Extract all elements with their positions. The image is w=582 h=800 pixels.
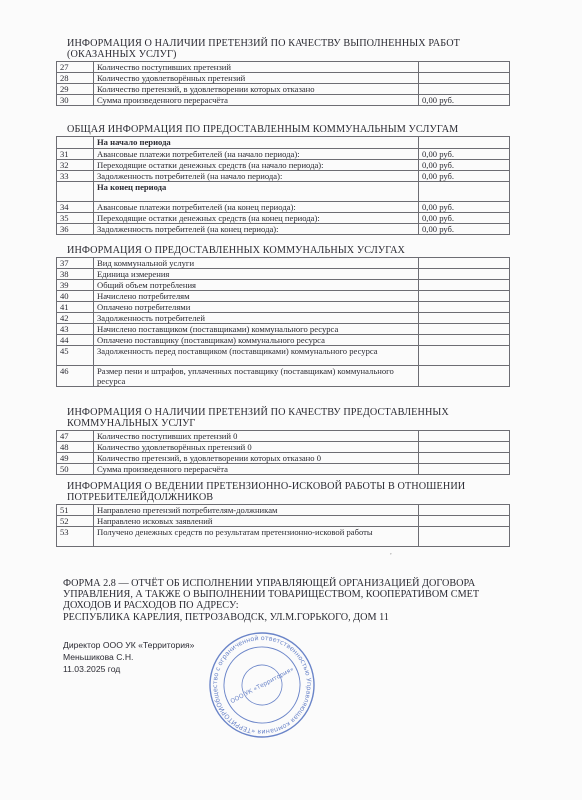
row-value: 0,00 руб. xyxy=(419,160,510,171)
row-label: Количество претензий, в удовлетворении которых отказано xyxy=(94,84,419,95)
row-label: Задолженность потребителей xyxy=(94,313,419,324)
row-value xyxy=(419,280,510,291)
table-row xyxy=(57,62,510,73)
row-value xyxy=(419,269,510,280)
table-row xyxy=(57,464,510,475)
row-value xyxy=(419,313,510,324)
form-title-line-1: ФОРМА 2.8 — ОТЧЁТ ОБ ИСПОЛНЕНИИ УПРАВЛЯЮЩЕЙ ОРГАНИЗАЦИЕЙ ДОГОВОРА xyxy=(63,578,476,589)
signer-position: Директор ООО УК «Территория» xyxy=(63,640,195,650)
row-value xyxy=(419,324,510,335)
stamp-outer-text: Общество с ограниченной ответственностью Управляющая компания «ТЕРРИТОРИЯ» xyxy=(210,633,314,737)
row-label: Переходящие остатки денежных средств (на конец периода): xyxy=(94,213,419,224)
row-label: Количество удовлетворённых претензий 0 xyxy=(94,442,419,453)
row-number: 50 xyxy=(57,464,94,475)
row-label: Оплачено потребителями xyxy=(94,302,419,313)
form-title xyxy=(63,578,533,623)
row-number: 40 xyxy=(57,291,94,302)
row-number: 45 xyxy=(57,346,94,366)
form-title-line-4: РЕСПУБЛИКА КАРЕЛИЯ, ПЕТРОЗАВОДСК, УЛ.М.ГОРЬКОГО, ДОМ 11 xyxy=(63,611,389,623)
row-number: 53 xyxy=(57,527,94,547)
table-row xyxy=(57,453,510,464)
row-number: 34 xyxy=(57,202,94,213)
stamp-inner-text: ООО УК «Территория» xyxy=(229,665,296,706)
table-row xyxy=(57,313,510,324)
table-row xyxy=(57,516,510,527)
table-row xyxy=(57,84,510,95)
row-label: Получено денежных средств по результатам претензионно-исковой работы xyxy=(94,527,419,547)
table-row xyxy=(57,149,510,160)
section-1-title-cont: (ОКАЗАННЫХ УСЛУГ) xyxy=(67,49,177,60)
row-label: Сумма произведенного перерасчёта xyxy=(94,464,419,475)
row-number: 42 xyxy=(57,313,94,324)
row-number: 44 xyxy=(57,335,94,346)
row-label: Вид коммунальной услуги xyxy=(94,258,419,269)
row-number: 31 xyxy=(57,149,94,160)
row-label: Оплачено поставщику (поставщикам) коммунального ресурса xyxy=(94,335,419,346)
table-row xyxy=(57,527,510,547)
row-value xyxy=(419,431,510,442)
section-4-table xyxy=(56,430,510,475)
row-number: 37 xyxy=(57,258,94,269)
section-2-title: ОБЩАЯ ИНФОРМАЦИЯ ПО ПРЕДОСТАВЛЕННЫМ КОММУНАЛЬНЫМ УСЛУГАМ xyxy=(67,124,459,135)
row-label: Размер пени и штрафов, уплаченных поставщику (поставщикам) коммунального ресурса xyxy=(94,366,419,387)
row-label: Единица измерения xyxy=(94,269,419,280)
section-5-title: ИНФОРМАЦИЯ О ВЕДЕНИИ ПРЕТЕНЗИОННО-ИСКОВОЙ РАБОТЫ В ОТНОШЕНИИ xyxy=(67,481,466,492)
row-value: 0,00 руб. xyxy=(419,202,510,213)
row-label: Количество претензий, в удовлетворении которых отказано 0 xyxy=(94,453,419,464)
table-row xyxy=(57,171,510,182)
section-1-title: ИНФОРМАЦИЯ О НАЛИЧИИ ПРЕТЕНЗИЙ ПО КАЧЕСТВУ ВЫПОЛНЕННЫХ РАБОТ xyxy=(67,38,460,49)
section-5-title-cont: ПОТРЕБИТЕЛЕЙДОЛЖНИКОВ xyxy=(67,492,214,503)
row-label: Количество поступивших претензий 0 xyxy=(94,431,419,442)
table-row xyxy=(57,269,510,280)
row-value: 0,00 руб. xyxy=(419,149,510,160)
table-row xyxy=(57,95,510,106)
table-row xyxy=(57,291,510,302)
table-row xyxy=(57,224,510,235)
row-value: 0,00 руб. xyxy=(419,95,510,106)
table-row xyxy=(57,182,510,202)
row-number: 43 xyxy=(57,324,94,335)
section-3-table xyxy=(56,257,510,387)
table-row xyxy=(57,431,510,442)
row-label: Направлено претензий потребителям-должникам xyxy=(94,505,419,516)
row-label: Авансовые платежи потребителей (на конец периода): xyxy=(94,202,419,213)
table-row xyxy=(57,137,510,149)
row-label: Авансовые платежи потребителей (на начало периода): xyxy=(94,149,419,160)
scan-mark: , xyxy=(390,548,392,556)
row-number: 36 xyxy=(57,224,94,235)
row-value xyxy=(419,62,510,73)
row-value xyxy=(419,442,510,453)
table-row xyxy=(57,280,510,291)
section-5-table xyxy=(56,504,510,547)
section-2-table xyxy=(56,136,510,235)
row-value xyxy=(419,516,510,527)
table-row xyxy=(57,73,510,84)
row-number: 51 xyxy=(57,505,94,516)
row-label: Направлено исковых заявлений xyxy=(94,516,419,527)
row-number: 49 xyxy=(57,453,94,464)
row-value xyxy=(419,291,510,302)
row-label: Количество удовлетворённых претензий xyxy=(94,73,419,84)
section-4-title: ИНФОРМАЦИЯ О НАЛИЧИИ ПРЕТЕНЗИЙ ПО КАЧЕСТВУ ПРЕДОСТАВЛЕННЫХ xyxy=(67,407,449,418)
row-value xyxy=(419,527,510,547)
table-row xyxy=(57,302,510,313)
table-row xyxy=(57,442,510,453)
table-row xyxy=(57,324,510,335)
section-4-title-cont: КОММУНАЛЬНЫХ УСЛУГ xyxy=(67,418,196,429)
signature-date: 11.03.2025 год xyxy=(63,664,121,674)
row-number: 32 xyxy=(57,160,94,171)
period-start-label: На начало периода xyxy=(94,137,419,149)
row-value xyxy=(419,73,510,84)
row-number: 35 xyxy=(57,213,94,224)
row-label: Количество поступивших претензий xyxy=(94,62,419,73)
row-number: 48 xyxy=(57,442,94,453)
period-end-label: На конец периода xyxy=(94,182,419,202)
row-label: Начислено потребителям xyxy=(94,291,419,302)
row-label: Сумма произведенного перерасчёта xyxy=(94,95,419,106)
row-label: Начислено поставщиком (поставщиками) коммунального ресурса xyxy=(94,324,419,335)
row-value xyxy=(419,346,510,366)
table-row xyxy=(57,160,510,171)
row-number: 30 xyxy=(57,95,94,106)
row-number: 38 xyxy=(57,269,94,280)
row-value xyxy=(419,453,510,464)
row-number: 41 xyxy=(57,302,94,313)
row-value xyxy=(419,366,510,387)
row-value: 0,00 руб. xyxy=(419,171,510,182)
table-row xyxy=(57,202,510,213)
row-value xyxy=(419,84,510,95)
row-value xyxy=(419,258,510,269)
signer-name: Меньшикова С.Н. xyxy=(63,652,134,662)
section-3-title: ИНФОРМАЦИЯ О ПРЕДОСТАВЛЕННЫХ КОММУНАЛЬНЫХ УСЛУГАХ xyxy=(67,245,405,256)
company-stamp xyxy=(207,630,317,740)
table-row xyxy=(57,366,510,387)
row-number: 29 xyxy=(57,84,94,95)
table-row xyxy=(57,258,510,269)
row-value xyxy=(419,302,510,313)
row-number: 52 xyxy=(57,516,94,527)
row-number: 28 xyxy=(57,73,94,84)
form-title-line-3: ДОХОДОВ И РАСХОДОВ ПО АДРЕСУ: xyxy=(63,600,239,612)
row-label: Переходящие остатки денежных средств (на начало периода): xyxy=(94,160,419,171)
row-label: Общий объем потребления xyxy=(94,280,419,291)
table-row xyxy=(57,346,510,366)
row-number: 27 xyxy=(57,62,94,73)
row-value xyxy=(419,464,510,475)
section-1-table xyxy=(56,61,510,106)
table-row xyxy=(57,335,510,346)
table-row xyxy=(57,213,510,224)
row-number: 39 xyxy=(57,280,94,291)
row-label: Задолженность перед поставщиком (поставщиками) коммунального ресурса xyxy=(94,346,419,366)
row-number: 46 xyxy=(57,366,94,387)
form-title-line-2: УПРАВЛЕНИЯ, А ТАКЖЕ О ВЫПОЛНЕНИИ ТОВАРИЩЕСТВОМ, КООПЕРАТИВОМ СМЕТ xyxy=(63,589,480,601)
row-value xyxy=(419,505,510,516)
row-value: 0,00 руб. xyxy=(419,213,510,224)
row-value xyxy=(419,335,510,346)
row-number: 33 xyxy=(57,171,94,182)
table-row xyxy=(57,505,510,516)
row-number: 47 xyxy=(57,431,94,442)
row-value: 0,00 руб. xyxy=(419,224,510,235)
row-label: Задолженность потребителей (на начало периода): xyxy=(94,171,419,182)
row-label: Задолженность потребителей (на конец периода): xyxy=(94,224,419,235)
